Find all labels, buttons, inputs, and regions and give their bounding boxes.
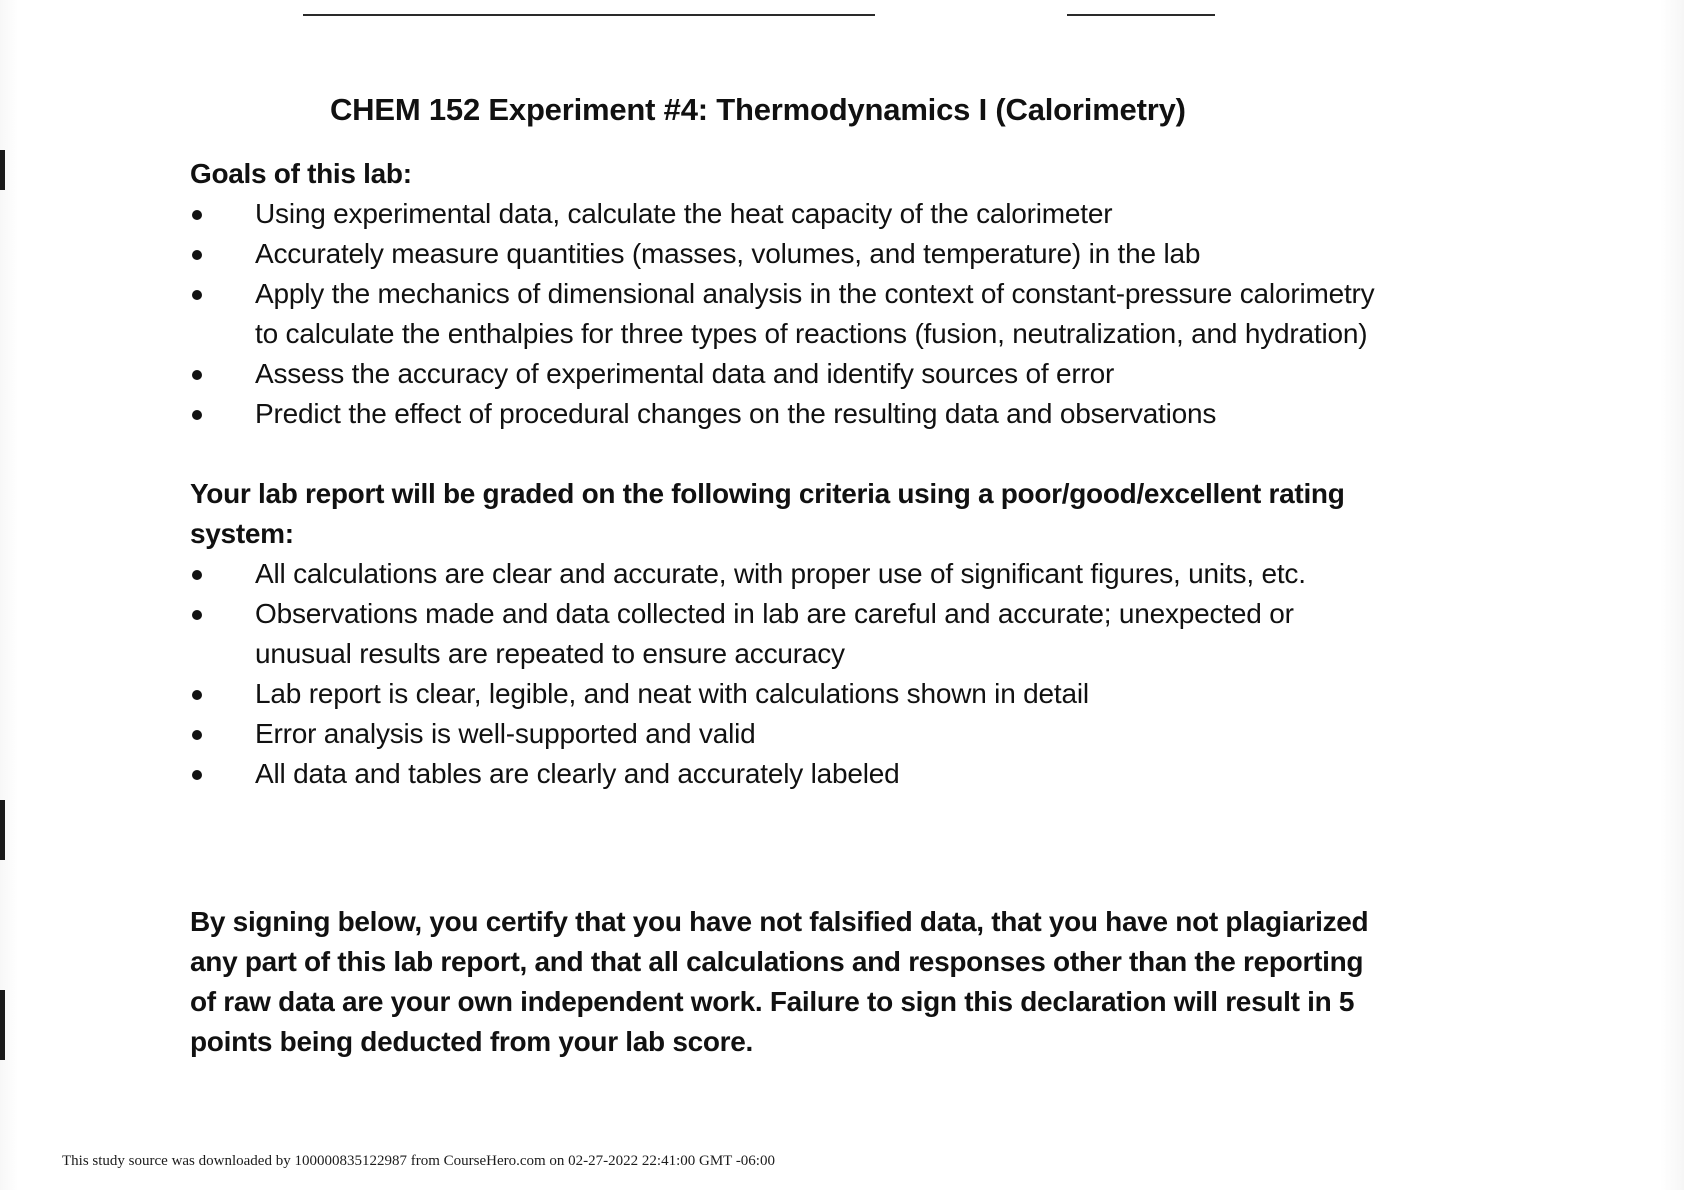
bullet-icon xyxy=(192,210,202,220)
goals-heading: Goals of this lab: xyxy=(190,158,412,189)
bullet-icon xyxy=(192,370,202,380)
bullet-icon xyxy=(192,290,202,300)
spacer xyxy=(190,434,1390,474)
download-footer-note: This study source was downloaded by 100000835122987 from CourseHero.com on 02-27-2022 22:41:00 GMT -06:00 xyxy=(62,1153,775,1169)
bullet-icon xyxy=(192,770,202,780)
bullet-icon xyxy=(192,570,202,580)
list-item: All data and tables are clearly and accurately labeled xyxy=(190,754,1390,794)
list-item: Lab report is clear, legible, and neat with calculations shown in detail xyxy=(190,674,1390,714)
scan-edge-mark xyxy=(0,800,5,860)
bullet-icon xyxy=(192,410,202,420)
list-item: All calculations are clear and accurate, with proper use of significant figures, units, etc. xyxy=(190,554,1390,594)
date-signature-line xyxy=(1067,14,1215,16)
scan-edge-mark xyxy=(0,990,5,1060)
main-content xyxy=(190,92,1390,1062)
criteria-list xyxy=(190,554,1390,794)
bullet-icon xyxy=(192,730,202,740)
list-item: Accurately measure quantities (masses, volumes, and temperature) in the lab xyxy=(190,234,1390,274)
list-item: Predict the effect of procedural changes on the resulting data and observations xyxy=(190,394,1390,434)
list-item: Apply the mechanics of dimensional analysis in the context of constant-pressure calorimetry to calculate the enthalpies for three types of reactions (fusion, neutralization, and hydration) xyxy=(190,274,1390,354)
goals-list xyxy=(190,194,1390,434)
certification-statement: By signing below, you certify that you have not falsified data, that you have not plagiarized any part of this lab report, and that all calculations and responses other than the reporting of raw data are your own independent work. Failure to sign this declaration will result in 5 points being deducted from your lab score. xyxy=(190,906,1369,1057)
spacer xyxy=(190,794,1390,902)
name-signature-line xyxy=(303,14,875,16)
bullet-icon xyxy=(192,250,202,260)
bullet-icon xyxy=(192,610,202,620)
list-item: Assess the accuracy of experimental data and identify sources of error xyxy=(190,354,1390,394)
page-title: CHEM 152 Experiment #4: Thermodynamics I (Calorimetry) xyxy=(330,92,1186,127)
scan-edge-mark xyxy=(0,150,5,190)
list-item: Observations made and data collected in lab are careful and accurate; unexpected or unusual results are repeated to ensure accuracy xyxy=(190,594,1390,674)
criteria-heading: Your lab report will be graded on the following criteria using a poor/good/excellent rating system: xyxy=(190,478,1345,549)
list-item: Using experimental data, calculate the heat capacity of the calorimeter xyxy=(190,194,1390,234)
list-item: Error analysis is well-supported and valid xyxy=(190,714,1390,754)
bullet-icon xyxy=(192,690,202,700)
